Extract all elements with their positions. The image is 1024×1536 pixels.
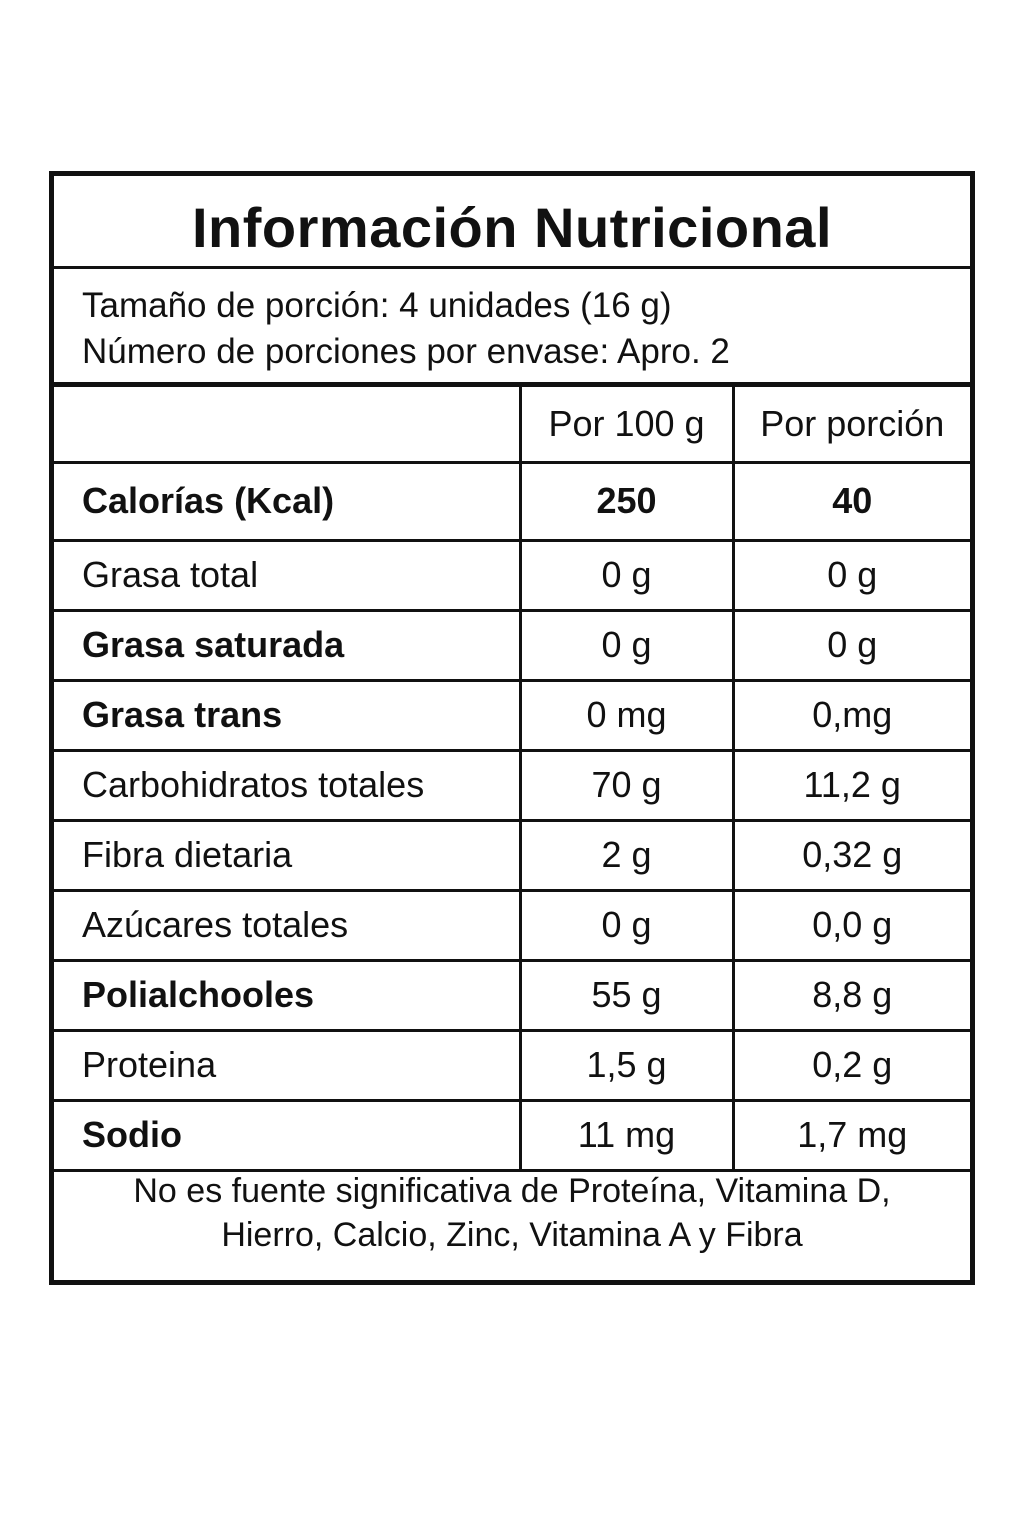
value-per-100g: 250 — [520, 462, 733, 540]
table-row — [54, 750, 970, 820]
table-row — [54, 890, 970, 960]
value-per-serving: 0,32 g — [733, 820, 970, 890]
table-row — [54, 540, 970, 610]
table-row — [54, 960, 970, 1030]
value-per-100g: 0 mg — [520, 680, 733, 750]
servings-per-container: Número de porciones por envase: Apro. 2 — [82, 332, 730, 371]
header-nutrient-cell — [54, 387, 520, 462]
table-row — [54, 1030, 970, 1100]
nutrient-name: Grasa trans — [54, 680, 520, 750]
nutrient-name: Proteina — [54, 1030, 520, 1100]
nutrition-table — [54, 387, 970, 1172]
label-title: Información Nutricional — [54, 176, 970, 269]
table-row — [54, 680, 970, 750]
table-row — [54, 462, 970, 540]
nutrient-name: Sodio — [54, 1100, 520, 1170]
nutrient-name: Azúcares totales — [54, 890, 520, 960]
value-per-100g: 70 g — [520, 750, 733, 820]
header-per-serving: Por porción — [733, 387, 970, 462]
value-per-serving: 11,2 g — [733, 750, 970, 820]
footnote-line-1: No es fuente significativa de Proteína, Vitamina D, — [133, 1172, 891, 1210]
nutrient-name: Polialchooles — [54, 960, 520, 1030]
footnote-line-2: Hierro, Calcio, Zinc, Vitamina A y Fibra — [221, 1216, 803, 1254]
nutrient-name: Grasa saturada — [54, 610, 520, 680]
value-per-serving: 0,0 g — [733, 890, 970, 960]
value-per-100g: 0 g — [520, 610, 733, 680]
footnote — [54, 1161, 970, 1280]
serving-size: Tamaño de porción: 4 unidades (16 g) — [82, 286, 672, 325]
value-per-serving: 0 g — [733, 610, 970, 680]
value-per-serving: 0 g — [733, 540, 970, 610]
nutrient-name: Calorías (Kcal) — [54, 462, 520, 540]
value-per-100g: 0 g — [520, 890, 733, 960]
value-per-100g: 0 g — [520, 540, 733, 610]
value-per-serving: 0,mg — [733, 680, 970, 750]
serving-info — [54, 269, 970, 387]
value-per-100g: 11 mg — [520, 1100, 733, 1170]
table-row — [54, 610, 970, 680]
value-per-100g: 2 g — [520, 820, 733, 890]
value-per-serving: 8,8 g — [733, 960, 970, 1030]
nutrient-name: Carbohidratos totales — [54, 750, 520, 820]
value-per-serving: 40 — [733, 462, 970, 540]
table-header-row — [54, 387, 970, 462]
value-per-100g: 1,5 g — [520, 1030, 733, 1100]
nutrient-name: Fibra dietaria — [54, 820, 520, 890]
value-per-serving: 0,2 g — [733, 1030, 970, 1100]
value-per-serving: 1,7 mg — [733, 1100, 970, 1170]
nutrition-label — [49, 171, 975, 1285]
value-per-100g: 55 g — [520, 960, 733, 1030]
header-per-100g: Por 100 g — [520, 387, 733, 462]
table-row — [54, 1100, 970, 1170]
nutrient-name: Grasa total — [54, 540, 520, 610]
table-row — [54, 820, 970, 890]
